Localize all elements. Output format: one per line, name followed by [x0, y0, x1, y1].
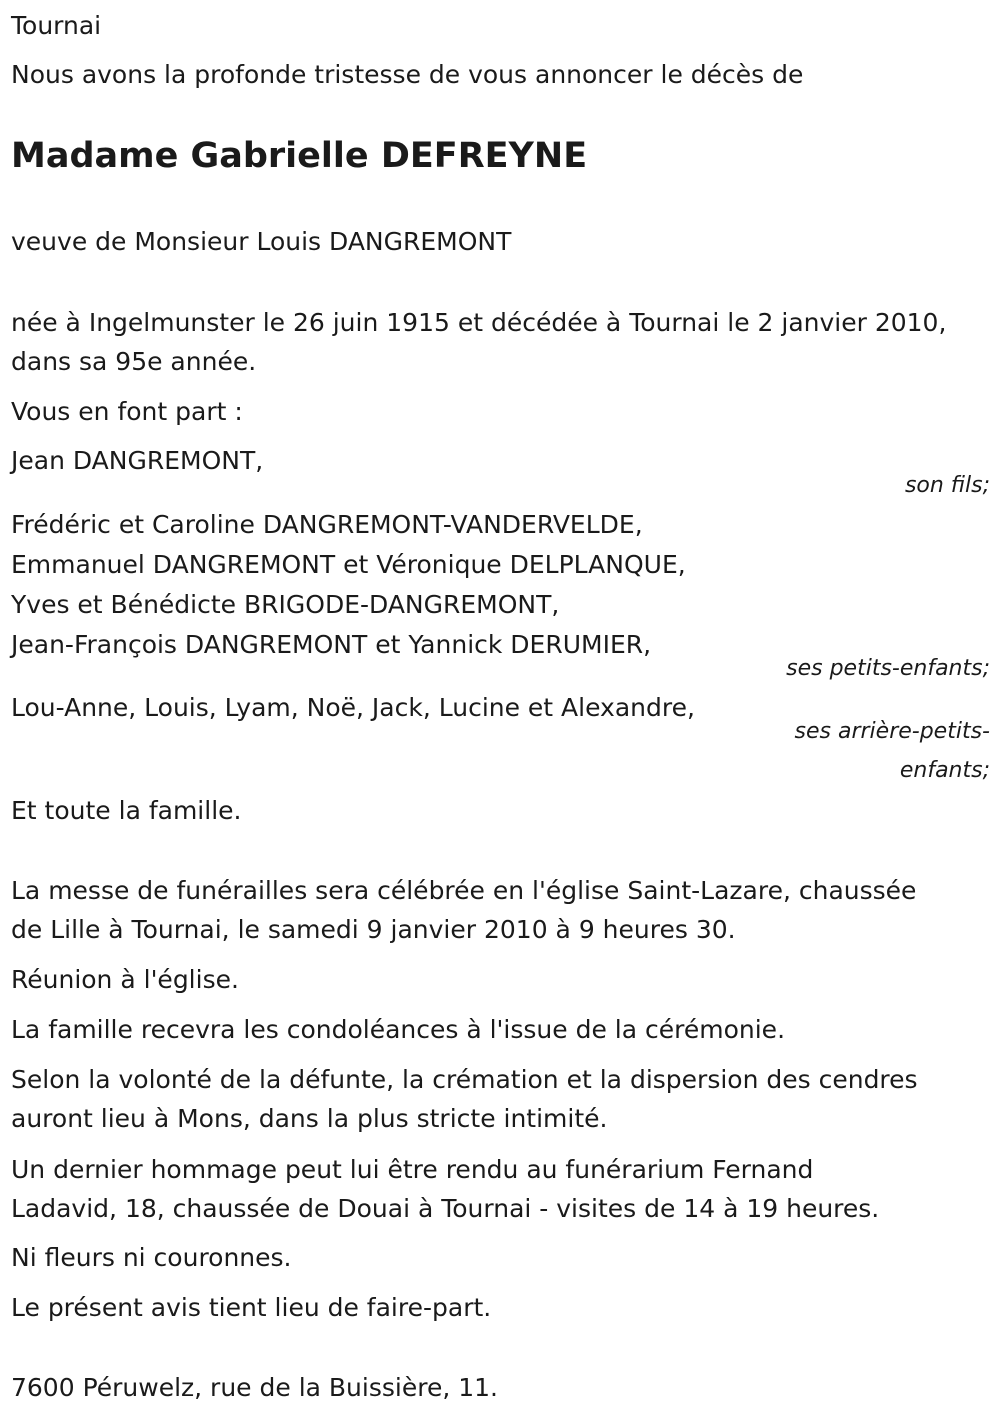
- address-text: 7600 Péruwelz, rue de la Buissière, 11.: [11, 1373, 498, 1402]
- meeting-text: Réunion à l'église.: [11, 965, 239, 994]
- grandchild-line: Emmanuel DANGREMONT et Véronique DELPLANQUE,: [11, 550, 686, 579]
- birth-death-line-2: dans sa 95e année.: [11, 347, 257, 376]
- homage-line-1: Un dernier hommage peut lui être rendu au funérarium Fernand: [11, 1155, 814, 1184]
- deceased-name: Madame Gabrielle DEFREYNE: [11, 136, 588, 176]
- cremation-line-2: auront lieu à Mons, dans la plus stricte intimité.: [11, 1104, 608, 1133]
- grandchild-line: Yves et Bénédicte BRIGODE-DANGREMONT,: [11, 590, 560, 619]
- son-name: Jean DANGREMONT,: [11, 446, 264, 475]
- grandchild-line: Jean-François DANGREMONT et Yannick DERUMIER,: [11, 630, 652, 659]
- grandchildren-relation: ses petits-enfants;: [786, 656, 990, 681]
- widow-of-text: veuve de Monsieur Louis DANGREMONT: [11, 227, 512, 256]
- city-heading: Tournai: [11, 11, 102, 40]
- mass-line-1: La messe de funérailles sera célébrée en l'église Saint-Lazare, chaussée: [11, 876, 917, 905]
- cremation-line-1: Selon la volonté de la défunte, la crémation et la dispersion des cendres: [11, 1065, 918, 1094]
- great-grandchildren-names: Lou-Anne, Louis, Lyam, Noë, Jack, Lucine et Alexandre,: [11, 693, 695, 722]
- grandchild-line: Frédéric et Caroline DANGREMONT-VANDERVELDE,: [11, 510, 643, 539]
- condolences-text: La famille recevra les condoléances à l'issue de la cérémonie.: [11, 1015, 786, 1044]
- great-grandchildren-relation-2: enfants;: [899, 758, 990, 783]
- flowers-text: Ni fleurs ni couronnes.: [11, 1243, 292, 1272]
- whole-family-text: Et toute la famille.: [11, 796, 242, 825]
- great-grandchildren-relation-1: ses arrière-petits-: [794, 719, 990, 744]
- family-intro: Vous en font part :: [11, 397, 243, 426]
- son-relation: son fils;: [904, 473, 990, 498]
- intro-text: Nous avons la profonde tristesse de vous annoncer le décès de: [11, 60, 804, 89]
- notice-text: Le présent avis tient lieu de faire-part.: [11, 1293, 492, 1322]
- homage-line-2: Ladavid, 18, chaussée de Douai à Tournai - visites de 14 à 19 heures.: [11, 1194, 880, 1223]
- mass-line-2: de Lille à Tournai, le samedi 9 janvier 2010 à 9 heures 30.: [11, 915, 736, 944]
- birth-death-line-1: née à Ingelmunster le 26 juin 1915 et décédée à Tournai le 2 janvier 2010,: [11, 308, 947, 337]
